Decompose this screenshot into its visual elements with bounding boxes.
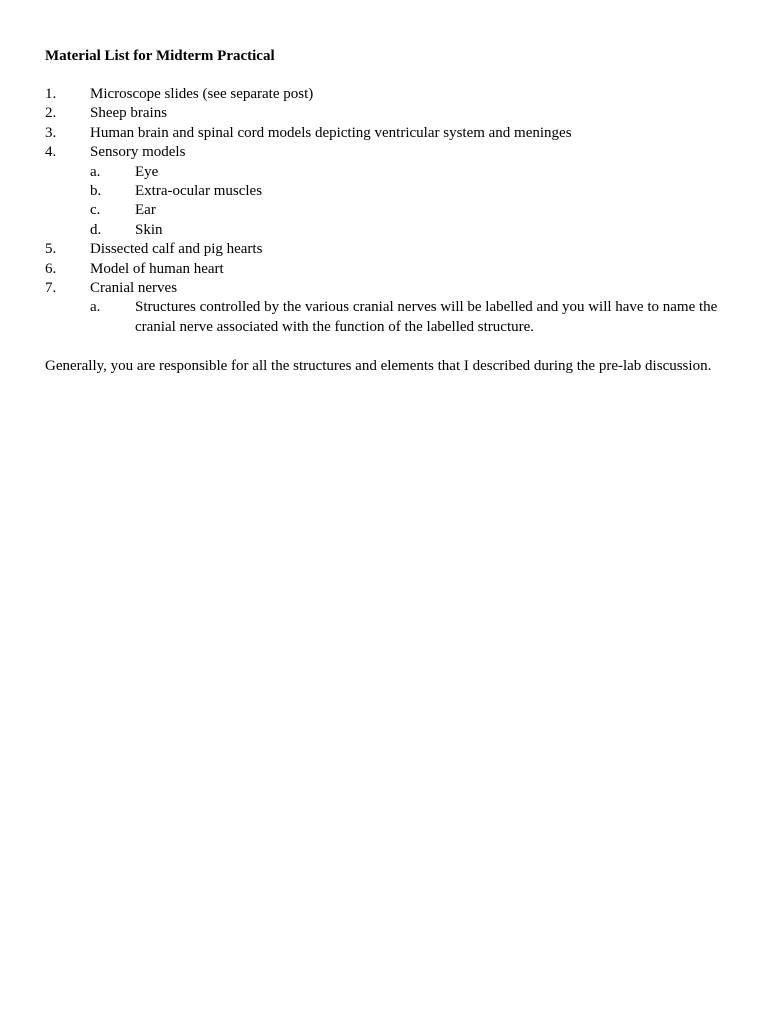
list-item-5 bbox=[45, 240, 735, 259]
material-list bbox=[45, 85, 735, 337]
sub-letter: a. bbox=[90, 299, 101, 316]
list-number: 1. bbox=[45, 86, 57, 102]
list-text: Sheep brains bbox=[90, 105, 168, 122]
sub-text: Extra-ocular muscles bbox=[135, 183, 263, 200]
list-item-4 bbox=[45, 143, 735, 162]
list-text: Cranial nerves bbox=[90, 280, 178, 297]
sub-text: Skin bbox=[135, 221, 163, 238]
sub-letter: b. bbox=[90, 183, 102, 200]
list-item-2 bbox=[45, 104, 735, 123]
sub-text: Structures controlled by the various cranial nerves will be labelled and you will have to name the cranial nerve associated with the function of the labelled structure. bbox=[135, 299, 718, 335]
sub-letter: a. bbox=[90, 163, 101, 180]
list-item-7 bbox=[45, 279, 735, 298]
list-number: 4. bbox=[45, 144, 57, 161]
sub-text: Ear bbox=[135, 202, 156, 219]
sub-item-4b bbox=[45, 182, 735, 201]
document-title: Material List for Midterm Practical bbox=[45, 48, 275, 64]
list-text: Human brain and spinal cord models depicting ventricular system and meninges bbox=[90, 124, 572, 141]
sub-item-7a bbox=[45, 298, 735, 337]
closing-paragraph: Generally, you are responsible for all the structures and elements that I described during the pre-lab discussion. bbox=[45, 358, 712, 375]
list-number: 3. bbox=[45, 124, 57, 141]
list-item-6 bbox=[45, 260, 735, 279]
list-item-1 bbox=[45, 85, 735, 104]
list-number: 6. bbox=[45, 260, 57, 277]
list-number: 2. bbox=[45, 105, 57, 122]
list-text: Microscope slides (see separate post) bbox=[90, 86, 314, 102]
list-text: Sensory models bbox=[90, 144, 186, 161]
document-page bbox=[45, 46, 735, 376]
list-text: Dissected calf and pig hearts bbox=[90, 241, 263, 258]
sub-item-4c bbox=[45, 201, 735, 220]
list-text: Model of human heart bbox=[90, 260, 224, 277]
sub-letter: c. bbox=[90, 202, 101, 219]
sub-item-4a bbox=[45, 163, 735, 182]
list-number: 5. bbox=[45, 241, 57, 258]
list-item-3 bbox=[45, 124, 735, 143]
sub-letter: d. bbox=[90, 221, 102, 238]
sub-text: Eye bbox=[135, 163, 159, 180]
sub-item-4d bbox=[45, 221, 735, 240]
list-number: 7. bbox=[45, 280, 57, 297]
